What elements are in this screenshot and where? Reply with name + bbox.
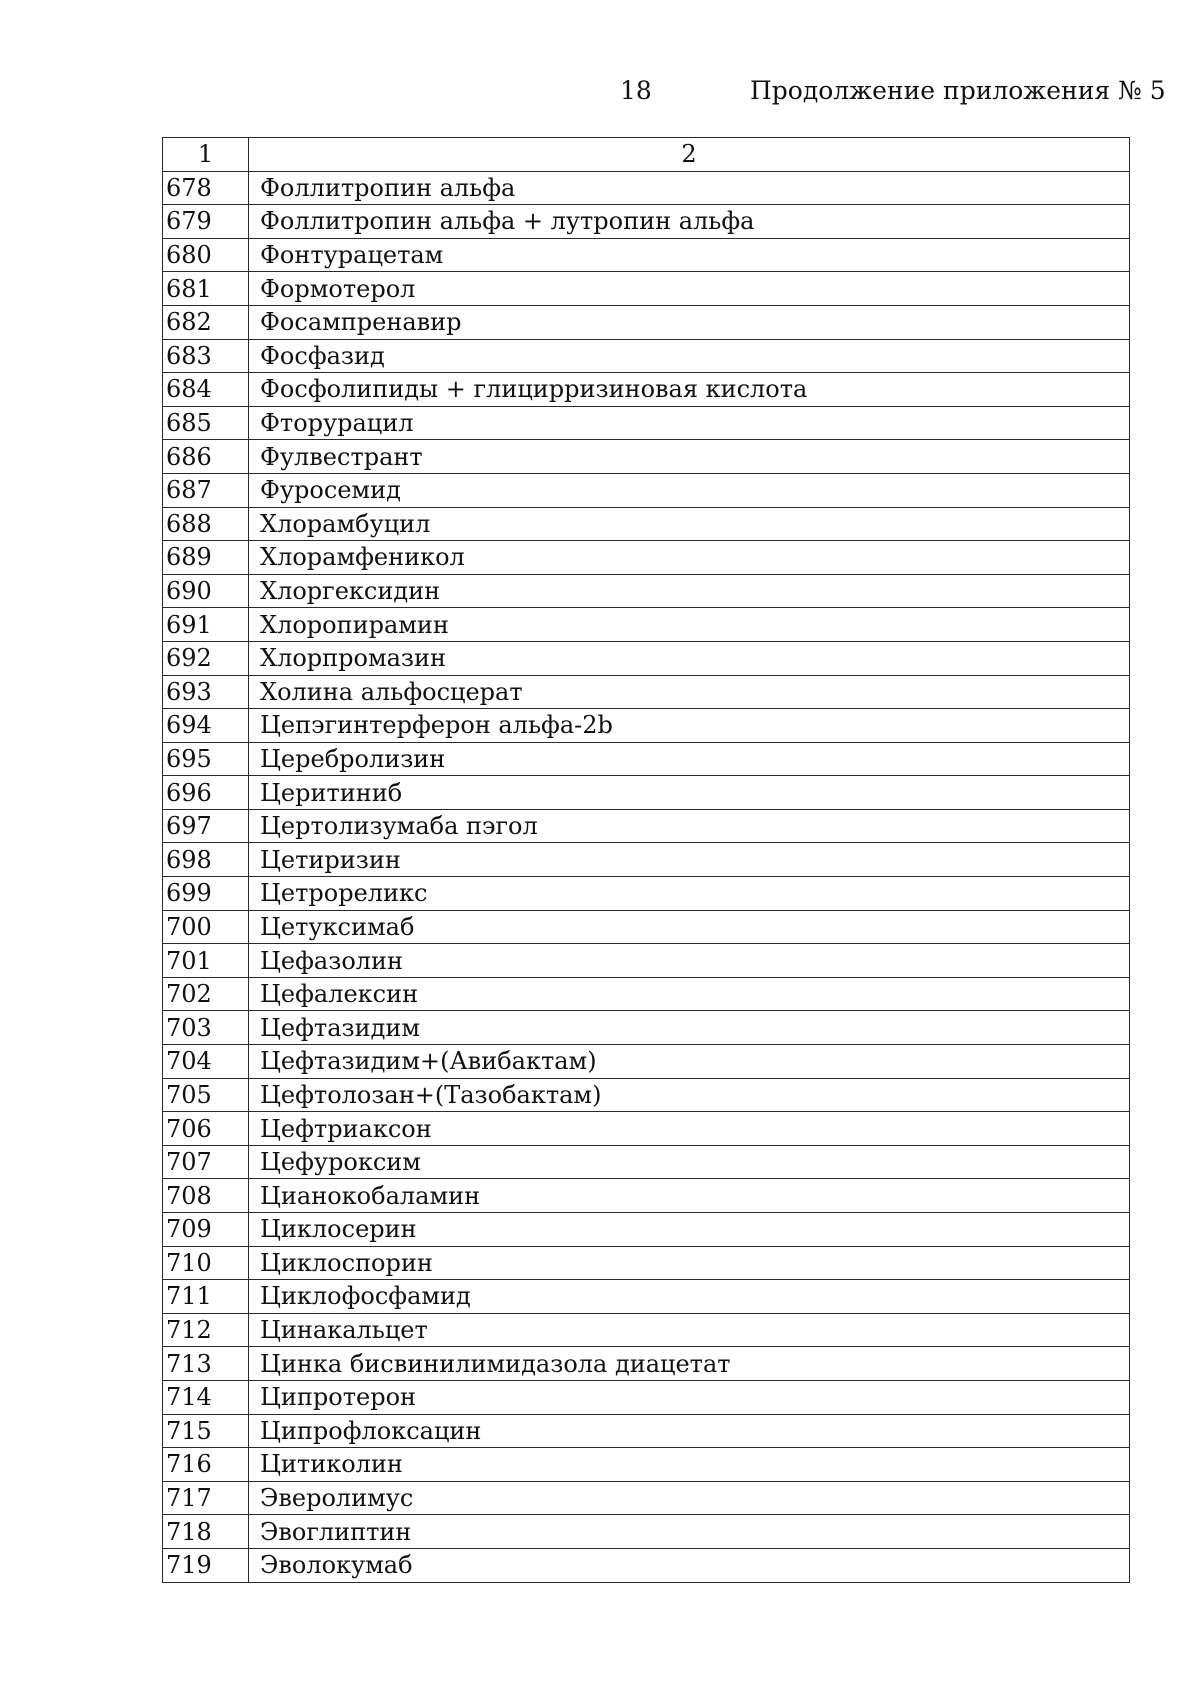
table-row xyxy=(163,1145,1130,1179)
table-row xyxy=(163,1548,1130,1582)
table-row xyxy=(163,1011,1130,1045)
drug-name: Фонтурацетам xyxy=(249,238,1130,272)
drug-name: Цитиколин xyxy=(249,1448,1130,1482)
drug-name: Хлорамбуцил xyxy=(249,507,1130,541)
drug-name: Цефалексин xyxy=(249,977,1130,1011)
table-row xyxy=(163,843,1130,877)
drug-name: Эволокумаб xyxy=(249,1548,1130,1582)
row-number: 697 xyxy=(163,809,249,843)
row-number: 694 xyxy=(163,709,249,743)
table-row xyxy=(163,1414,1130,1448)
table-row xyxy=(163,1246,1130,1280)
row-number: 679 xyxy=(163,205,249,239)
drug-name: Эверолимус xyxy=(249,1481,1130,1515)
table-row xyxy=(163,305,1130,339)
table-row xyxy=(163,742,1130,776)
drug-name: Цинка бисвинилимидазола диацетат xyxy=(249,1347,1130,1381)
row-number: 692 xyxy=(163,641,249,675)
row-number: 687 xyxy=(163,473,249,507)
drug-name: Фуросемид xyxy=(249,473,1130,507)
drug-name: Фоллитропин альфа xyxy=(249,171,1130,205)
row-number: 690 xyxy=(163,574,249,608)
table-row xyxy=(163,272,1130,306)
drug-name: Хлорпромазин xyxy=(249,641,1130,675)
drug-name: Церитиниб xyxy=(249,776,1130,810)
continuation-heading: Продолжение приложения № 5 xyxy=(750,76,1166,105)
row-number: 718 xyxy=(163,1515,249,1549)
drug-name: Циклосерин xyxy=(249,1213,1130,1247)
drug-name: Фосампренавир xyxy=(249,305,1130,339)
table-row xyxy=(163,1313,1130,1347)
table-row xyxy=(163,339,1130,373)
table-row xyxy=(163,1213,1130,1247)
row-number: 719 xyxy=(163,1548,249,1582)
drug-name: Цепэгинтерферон альфа-2b xyxy=(249,709,1130,743)
table-row xyxy=(163,373,1130,407)
drug-name: Цефтриаксон xyxy=(249,1112,1130,1146)
drug-name: Цертолизумаба пэгол xyxy=(249,809,1130,843)
row-number: 714 xyxy=(163,1380,249,1414)
row-number: 698 xyxy=(163,843,249,877)
table-row xyxy=(163,877,1130,911)
row-number: 683 xyxy=(163,339,249,373)
table-row xyxy=(163,675,1130,709)
table-row xyxy=(163,1078,1130,1112)
drug-name: Фулвестрант xyxy=(249,440,1130,474)
drug-name: Цефтазидим+(Авибактам) xyxy=(249,1045,1130,1079)
table-row xyxy=(163,473,1130,507)
drug-name: Хлоропирамин xyxy=(249,608,1130,642)
row-number: 678 xyxy=(163,171,249,205)
table-row xyxy=(163,1045,1130,1079)
row-number: 682 xyxy=(163,305,249,339)
row-number: 716 xyxy=(163,1448,249,1482)
table-row xyxy=(163,541,1130,575)
row-number: 700 xyxy=(163,910,249,944)
row-number: 702 xyxy=(163,977,249,1011)
drug-name: Формотерол xyxy=(249,272,1130,306)
row-number: 701 xyxy=(163,944,249,978)
table-row xyxy=(163,1380,1130,1414)
drug-name: Цефтазидим xyxy=(249,1011,1130,1045)
drug-name: Ципрофлоксацин xyxy=(249,1414,1130,1448)
row-number: 684 xyxy=(163,373,249,407)
drug-name: Хлорамфеникол xyxy=(249,541,1130,575)
row-number: 712 xyxy=(163,1313,249,1347)
row-number: 717 xyxy=(163,1481,249,1515)
drug-name: Холина альфосцерат xyxy=(249,675,1130,709)
drug-name: Хлоргексидин xyxy=(249,574,1130,608)
row-number: 680 xyxy=(163,238,249,272)
row-number: 713 xyxy=(163,1347,249,1381)
table-row xyxy=(163,944,1130,978)
table-row xyxy=(163,776,1130,810)
drug-table xyxy=(162,137,1130,1583)
table-row xyxy=(163,440,1130,474)
drug-name: Цефазолин xyxy=(249,944,1130,978)
table-row xyxy=(163,1448,1130,1482)
drug-name: Цефтолозан+(Тазобактам) xyxy=(249,1078,1130,1112)
table-row xyxy=(163,809,1130,843)
drug-name: Фторурацил xyxy=(249,406,1130,440)
table-row xyxy=(163,1515,1130,1549)
table-header-row xyxy=(163,138,1130,172)
row-number: 695 xyxy=(163,742,249,776)
drug-name: Церебролизин xyxy=(249,742,1130,776)
drug-name: Цианокобаламин xyxy=(249,1179,1130,1213)
table-row xyxy=(163,608,1130,642)
table-row xyxy=(163,1112,1130,1146)
row-number: 688 xyxy=(163,507,249,541)
row-number: 706 xyxy=(163,1112,249,1146)
drug-name: Цетиризин xyxy=(249,843,1130,877)
table-row xyxy=(163,1280,1130,1314)
table-row xyxy=(163,977,1130,1011)
row-number: 689 xyxy=(163,541,249,575)
row-number: 715 xyxy=(163,1414,249,1448)
row-number: 691 xyxy=(163,608,249,642)
row-number: 693 xyxy=(163,675,249,709)
drug-name: Фоллитропин альфа + лутропин альфа xyxy=(249,205,1130,239)
column-header-name: 2 xyxy=(249,138,1130,172)
table-row xyxy=(163,205,1130,239)
row-number: 710 xyxy=(163,1246,249,1280)
table-row xyxy=(163,1179,1130,1213)
drug-name: Циклоспорин xyxy=(249,1246,1130,1280)
drug-name: Цетрореликс xyxy=(249,877,1130,911)
row-number: 705 xyxy=(163,1078,249,1112)
drug-name: Цефуроксим xyxy=(249,1145,1130,1179)
table-row xyxy=(163,1347,1130,1381)
table-row xyxy=(163,406,1130,440)
table-row xyxy=(163,171,1130,205)
table-row xyxy=(163,574,1130,608)
drug-table-body xyxy=(163,138,1130,1583)
page-number: 18 xyxy=(620,76,652,105)
drug-name: Цетуксимаб xyxy=(249,910,1130,944)
row-number: 711 xyxy=(163,1280,249,1314)
table-row xyxy=(163,238,1130,272)
row-number: 699 xyxy=(163,877,249,911)
row-number: 681 xyxy=(163,272,249,306)
drug-name: Фосфолипиды + глицирризиновая кислота xyxy=(249,373,1130,407)
table-row xyxy=(163,1481,1130,1515)
row-number: 707 xyxy=(163,1145,249,1179)
drug-name: Эвоглиптин xyxy=(249,1515,1130,1549)
drug-name: Ципротерон xyxy=(249,1380,1130,1414)
table-row xyxy=(163,507,1130,541)
column-header-number: 1 xyxy=(163,138,249,172)
row-number: 703 xyxy=(163,1011,249,1045)
drug-name: Циклофосфамид xyxy=(249,1280,1130,1314)
drug-name: Цинакальцет xyxy=(249,1313,1130,1347)
row-number: 696 xyxy=(163,776,249,810)
row-number: 708 xyxy=(163,1179,249,1213)
row-number: 686 xyxy=(163,440,249,474)
drug-name: Фосфазид xyxy=(249,339,1130,373)
table-row xyxy=(163,709,1130,743)
row-number: 709 xyxy=(163,1213,249,1247)
row-number: 704 xyxy=(163,1045,249,1079)
row-number: 685 xyxy=(163,406,249,440)
table-row xyxy=(163,641,1130,675)
table-row xyxy=(163,910,1130,944)
